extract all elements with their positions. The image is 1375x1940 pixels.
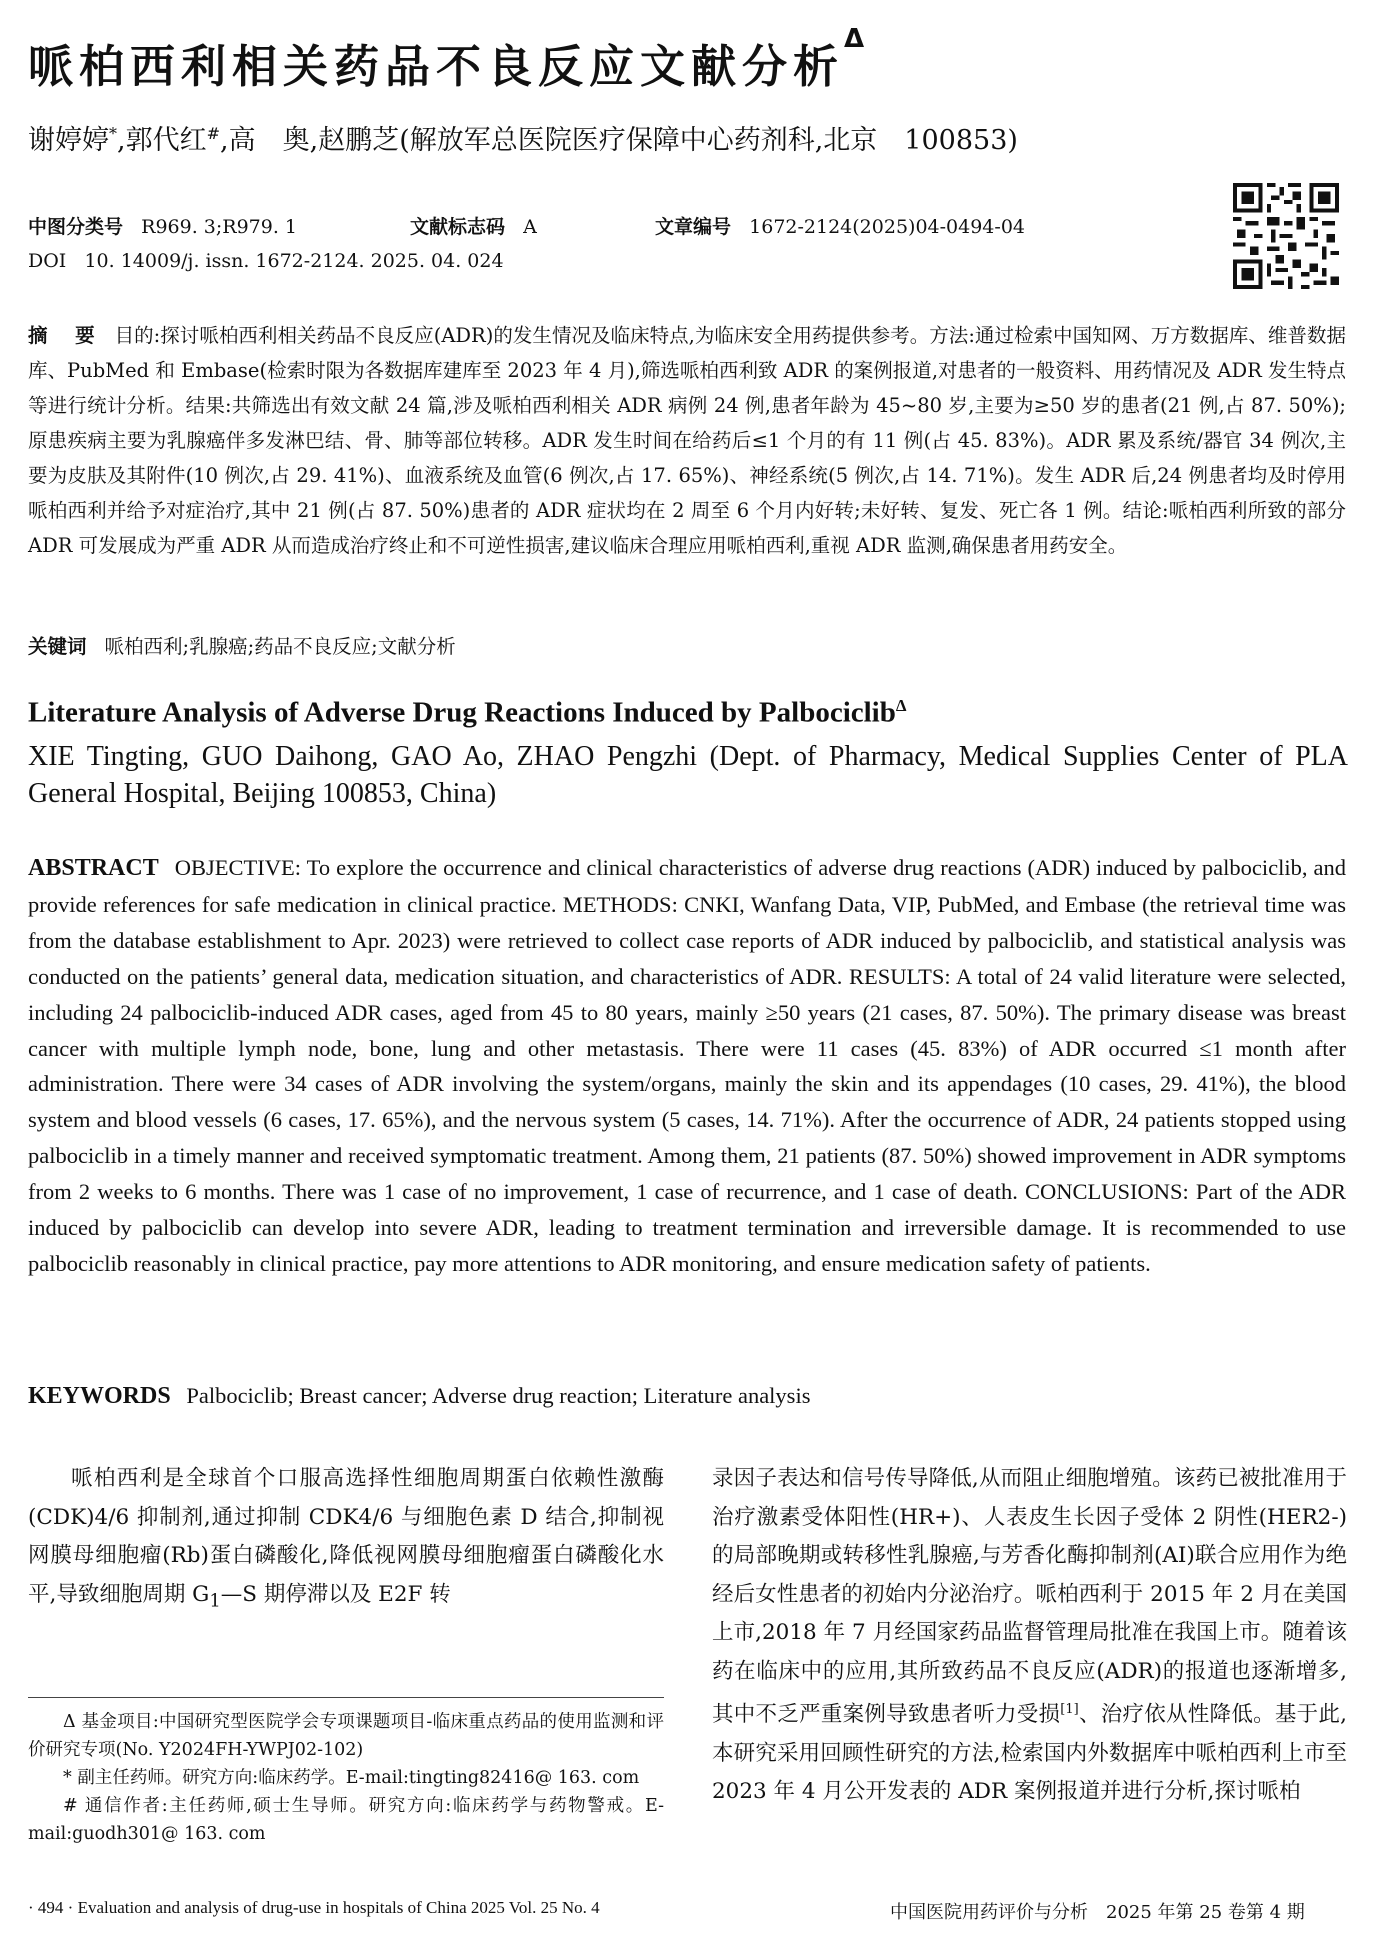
zh-abstract-text: 目的:探讨哌柏西利相关药品不良反应(ADR)的发生情况及临床特点,为临床安全用药提供参考。方法:通过检索中国知网、万方数据库、维普数据库、PubMed 和 Embase(检索时限为各数据库建库至 2023 年 4 月),筛选哌柏西利致 ADR 的案例报道,对患者的一般资料、用药情况及 ADR 发生特点等进行统计分析。结果:共筛选出有效文献 24 篇,涉及哌柏西利相关 ADR 病例 24 例,患者年龄为 45~80 岁,主要为≥50 岁的患者(21 例,占 87. 50%);原患疾病主要为乳腺癌伴多发淋巴结、骨、肺等部位转移。ADR 发生时间在给药后≤1 个月的有 11 例(占 45. 83%)。ADR 累及系统/器官 34 例次,主要为皮肤及其附件(10 例次,占 29. 41%)、血液系统及血管(6 例次,占 17. 65%)、神经系统(5 例次,占 14. 71%)。发生 ADR 后,24 例患者均及时停用哌柏西利并给予对症治疗,其中 21 例(占 87. 50%)患者的 ADR 症状均在 2 周至 6 个月内好转;未好转、复发、死亡各 1 例。结论:哌柏西利所致的部分 ADR 可发展成为严重 ADR 从而造成治疗终止和不可逆性损害,建议临床合理应用哌柏西利,重视 ADR 监测,确保患者用药安全。: [28, 324, 1346, 557]
author-mark: *: [109, 124, 117, 143]
doc-code-value: A: [523, 216, 537, 238]
footnote-fund: Δ 基金项目:中国研究型医院学会专项课题项目-临床重点药品的使用监测和评价研究专项(No. Y2024FH-YWPJ02-102): [28, 1712, 664, 1760]
body-text: 、治疗依从性降低。基于此,本研究采用回顾性研究的方法,检索国内外数据库中哌柏西利上市至 2023 年 4 月公开发表的 ADR 案例报道并进行分析,探讨哌柏: [712, 1702, 1347, 1805]
zh-keywords: [28, 631, 456, 659]
en-title-mark: Δ: [895, 696, 907, 715]
clc-value: R969. 3;R979. 1: [141, 216, 298, 238]
paper-title: [28, 24, 865, 95]
body-text: —S 期停滞以及 E2F 转: [220, 1581, 451, 1607]
article-no-value: 1672-2124(2025)04-0494-04: [749, 216, 1025, 238]
en-keywords-label: KEYWORDS: [28, 1383, 171, 1409]
qr-code-icon[interactable]: [1233, 183, 1339, 289]
en-abstract-label: ABSTRACT: [28, 855, 159, 881]
footnote-corresponding-author: # 通信作者:主任药师,硕士生导师。研究方向:临床药学与药物警戒。E-mail:guodh301@ 163. com: [28, 1796, 664, 1844]
subscript: 1: [209, 1589, 221, 1611]
en-keywords-text: Palbociclib; Breast cancer; Adverse drug reaction; Literature analysis: [186, 1383, 811, 1408]
en-title-text: Literature Analysis of Adverse Drug Reactions Induced by Palbociclib: [28, 696, 896, 729]
clc-label: 中图分类号: [28, 216, 124, 238]
zh-keywords-text: 哌柏西利;乳腺癌;药品不良反应;文献分析: [104, 635, 456, 658]
body-right-column: [712, 1460, 1347, 1812]
author-mark: #: [206, 124, 220, 143]
title-fund-mark: Δ: [844, 24, 865, 54]
zh-keywords-label: 关键词: [28, 635, 87, 658]
article-no-field: [655, 212, 1025, 239]
citation-ref[interactable]: [1]: [1060, 1702, 1079, 1717]
footer-page-info: · 494 · Evaluation and analysis of drug-use in hospitals of China 2025 Vol. 25 No. 4: [28, 1898, 600, 1917]
paper-title-text: 哌柏西利相关药品不良反应文献分析: [28, 40, 845, 93]
article-no-label: 文章编号: [655, 216, 732, 238]
footnote-divider: [28, 1697, 664, 1698]
doi-field: [28, 250, 504, 272]
author-line: 谢婷婷*,郭代红#,高 奥,赵鹏芝(解放军总医院医疗保障中心药剂科,北京 100853): [28, 124, 1018, 156]
author-name: 赵鹏芝: [318, 125, 400, 156]
footnote-first-author: * 副主任药师。研究方向:临床药学。E-mail:tingting82416@ 163. com: [63, 1768, 640, 1788]
affiliation: (解放军总医院医疗保障中心药剂科,北京 100853): [399, 125, 1018, 156]
doc-code-field: [410, 212, 537, 239]
doi-label: DOI: [28, 250, 67, 272]
zh-abstract: [28, 318, 1346, 563]
author-name: 郭代红: [125, 125, 207, 156]
footer-journal-info: 中国医院用药评价与分析 2025 年第 25 卷第 4 期: [890, 1902, 1305, 1923]
clc-field: [28, 212, 297, 239]
author-name: 高 奥: [228, 125, 310, 156]
zh-abstract-label: 摘 要: [28, 324, 99, 347]
footnotes: [28, 1708, 664, 1848]
en-title: [28, 696, 907, 730]
body-paragraph: [712, 1460, 1347, 1812]
body-text: 录因子表达和信号传导降低,从而阻止细胞增殖。该药已被批准用于治疗激素受体阳性(HR+)、人表皮生长因子受体 2 阴性(HER2-)的局部晚期或转移性乳腺癌,与芳香化酶抑制剂(AI)联合应用作为绝经后女性患者的初始内分泌治疗。哌柏西利于 2015 年 2 月在美国上市,2018 年 7 月经国家药品监督管理局批准在我国上市。随着该药在临床中的应用,其所致药品不良反应(ADR)的报道也逐渐增多,其中不乏严重案例导致患者听力受损: [712, 1466, 1347, 1728]
en-abstract: [28, 850, 1346, 1282]
author-name: 谢婷婷: [28, 125, 109, 156]
body-paragraph: [28, 1460, 664, 1620]
body-left-column: [28, 1460, 664, 1620]
en-authors: XIE Tingting, GUO Daihong, GAO Ao, ZHAO Pengzhi (Dept. of Pharmacy, Medical Supplies Center of PLA General Hospital, Beijing 100853, China): [28, 741, 1348, 809]
body-text: 哌柏西利是全球首个口服高选择性细胞周期蛋白依赖性激酶(CDK)4/6 抑制剂,通过抑制 CDK4/6 与细胞色素 D 结合,抑制视网膜母细胞瘤(Rb)蛋白磷酸化,降低视网膜母细胞瘤蛋白磷酸化水平,导致细胞周期 G: [28, 1466, 664, 1607]
en-keywords: [28, 1383, 810, 1410]
en-abstract-text: OBJECTIVE: To explore the occurrence and clinical characteristics of adverse drug reactions (ADR) induced by palbociclib, and provide references for safe medication in clinical practice. METHODS: CNKI, Wanfang Data, VIP, PubMed, and Embase (the retrieval time was from the database establishment to Apr. 2023) were retrieved to collect case reports of ADR induced by palbociclib, and statistical analysis was conducted on the patients’ general data, medication situation, and characteristics of ADR. RESULTS: A total of 24 valid literature were selected, including 24 palbociclib-induced ADR cases, aged from 45 to 80 years, mainly ≥50 years (21 cases, 87. 50%). The primary disease was breast cancer with multiple lymph node, bone, lung and other metastasis. There were 11 cases (45. 83%) of ADR occurred ≤1 month after administration. There were 34 cases of ADR involving the system/organs, mainly the skin and its appendages (10 cases, 29. 41%), the blood system and blood vessels (6 cases, 17. 65%), and the nervous system (5 cases, 14. 71%). After the occurrence of ADR, 24 patients stopped using palbociclib in a timely manner and received symptomatic treatment. Among them, 21 patients (87. 50%) showed improvement in ADR symptoms from 2 weeks to 6 months. There was 1 case of no improvement, 1 case of recurrence, and 1 case of death. CONCLUSIONS: Part of the ADR induced by palbociclib can develop into severe ADR, leading to treatment termination and irreversible damage. It is recommended to use palbociclib reasonably in clinical practice, pay more attentions to ADR monitoring, and ensure medication safety of patients.: [28, 855, 1347, 1276]
doi-value: 10. 14009/j. issn. 1672-2124. 2025. 04. 024: [84, 250, 504, 272]
doc-code-label: 文献标志码: [410, 216, 506, 238]
